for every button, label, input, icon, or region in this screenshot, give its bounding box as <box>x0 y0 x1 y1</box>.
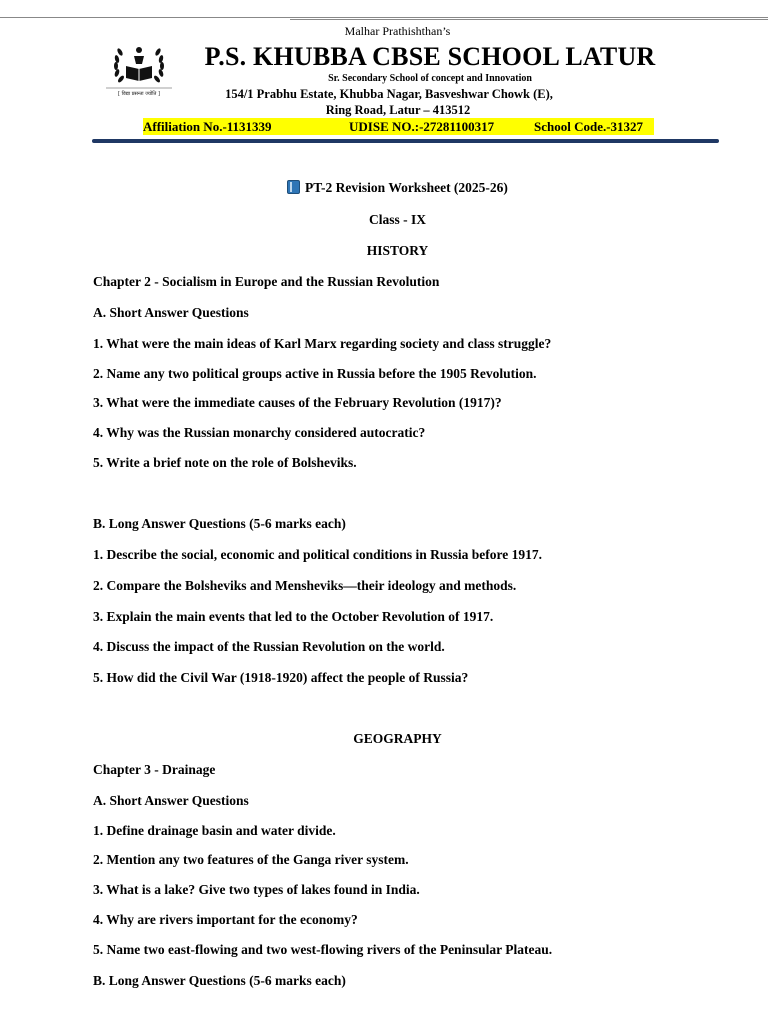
question-item: 1. What were the main ideas of Karl Marx regarding society and class struggle? <box>93 336 552 351</box>
class-label: Class - IX <box>368 212 426 227</box>
question-item: 2. Name any two political groups active in Russia before the 1905 Revolution. <box>93 366 537 381</box>
geography-long-heading: B. Long Answer Questions (5-6 marks each) <box>93 973 346 988</box>
school-name: P.S. KHUBBA CBSE SCHOOL LATUR <box>204 42 656 71</box>
question-item: 1. Define drainage basin and water divide. <box>93 823 336 838</box>
address-line-2: Ring Road, Latur – 413512 <box>325 103 471 117</box>
question-item: 4. Why was the Russian monarchy considered autocratic? <box>93 425 426 440</box>
top-divider <box>0 17 290 18</box>
question-item: 1. Describe the social, economic and political conditions in Russia before 1917. <box>93 547 542 562</box>
history-long-heading: B. Long Answer Questions (5-6 marks each) <box>93 516 346 531</box>
worksheet-title: PT-2 Revision Worksheet (2025-26) <box>305 180 508 195</box>
geography-short-heading: A. Short Answer Questions <box>93 793 249 808</box>
history-heading: HISTORY <box>366 243 429 258</box>
question-item: 5. Name two east-flowing and two west-flowing rivers of the Peninsular Plateau. <box>93 942 553 957</box>
geography-heading: GEOGRAPHY <box>353 731 442 746</box>
question-item: 3. Explain the main events that led to the October Revolution of 1917. <box>93 609 494 624</box>
history-short-heading: A. Short Answer Questions <box>93 305 249 320</box>
address-line-1: 154/1 Prabhu Estate, Khubba Nagar, Basveshwar Chowk (E), <box>225 87 553 101</box>
affiliation-bar <box>143 118 654 135</box>
question-item: 4. Why are rivers important for the economy? <box>93 912 358 927</box>
question-item: 3. What were the immediate causes of the February Revolution (1917)? <box>93 395 502 410</box>
question-item: 2. Compare the Bolsheviks and Mensheviks—their ideology and methods. <box>93 578 517 593</box>
history-chapter: Chapter 2 - Socialism in Europe and the Russian Revolution <box>93 274 440 289</box>
udise-number: UDISE NO.:-27281100317 <box>349 119 495 134</box>
geography-chapter: Chapter 3 - Drainage <box>93 762 216 777</box>
worksheet-title-row <box>0 180 768 196</box>
trust-name: Malhar Prathishthan’s <box>344 24 451 38</box>
top-divider <box>290 17 768 18</box>
question-item: 3. What is a lake? Give two types of lakes found in India. <box>93 882 420 897</box>
question-item: 4. Discuss the impact of the Russian Revolution on the world. <box>93 639 445 654</box>
affiliation-number: Affiliation No.-1131339 <box>143 119 272 134</box>
school-code: School Code.-31327 <box>534 119 644 134</box>
question-item: 5. Write a brief note on the role of Bolsheviks. <box>93 455 357 470</box>
top-divider <box>290 19 768 20</box>
school-tagline: Sr. Secondary School of concept and Innovation <box>328 73 532 84</box>
question-item: 2. Mention any two features of the Ganga river system. <box>93 852 409 867</box>
header-divider <box>92 139 719 143</box>
blue-book-icon <box>287 180 300 194</box>
logo-motto: [ विद्या प्रसन्ता ज्योति ] <box>118 91 160 97</box>
question-item: 5. How did the Civil War (1918-1920) affect the people of Russia? <box>93 670 469 685</box>
